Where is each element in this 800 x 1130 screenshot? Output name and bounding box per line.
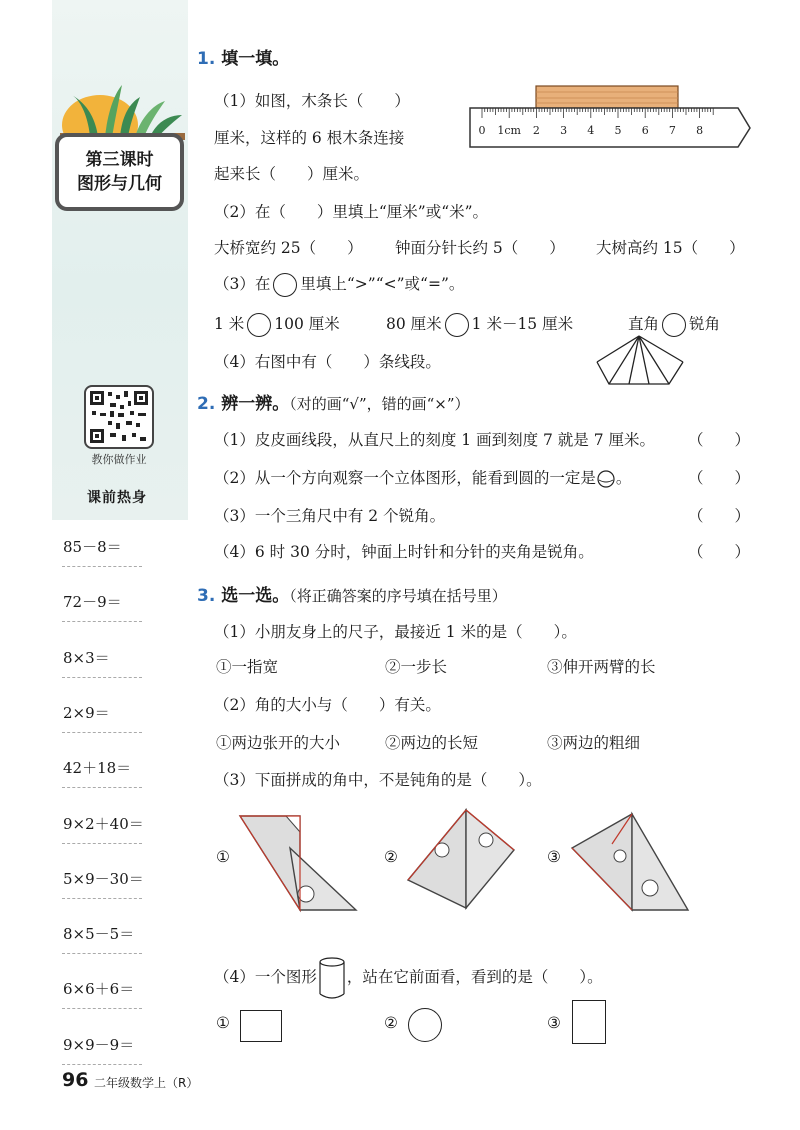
- s1-q3-a: [214, 312, 340, 337]
- answer-circle-b[interactable]: [445, 313, 469, 337]
- s1-q2-line1: （2）在（ ）里填上“厘米”或“米”。: [214, 203, 489, 221]
- ruler-figure: [468, 84, 752, 150]
- calc-answer-line[interactable]: [62, 787, 142, 788]
- s1-q3-c-left: 直角: [628, 315, 660, 333]
- warmup-calc-item: 72－9＝: [63, 593, 122, 612]
- s2-item-3: （3）一个三角尺中有 2 个锐角。: [214, 507, 446, 525]
- s3-q2: （2）角的大小与（ ）有关。: [214, 696, 441, 714]
- ruler-labels: [479, 124, 704, 137]
- s2-answer-4[interactable]: （ ）: [688, 543, 751, 561]
- book-title: 二年级数学上（R）: [94, 1076, 199, 1090]
- section-2-title: 辨一辨。: [221, 394, 290, 414]
- s2-answer-1[interactable]: （ ）: [688, 431, 751, 449]
- section-2-heading: [197, 389, 470, 414]
- topic-label: 图形与几何: [77, 174, 162, 194]
- s1-q2-a: 大桥宽约 25（ ）: [214, 239, 363, 257]
- calc-answer-line[interactable]: [62, 843, 142, 844]
- cylinder-icon: [317, 956, 347, 1000]
- calc-answer-line[interactable]: [62, 953, 142, 954]
- ruler-label: 7: [668, 124, 676, 137]
- calc-answer-line[interactable]: [62, 621, 142, 622]
- ruler-label: 5: [614, 124, 622, 137]
- ruler-label: 0: [478, 124, 486, 137]
- s3-q1-opt3[interactable]: ③伸开两臂的长: [547, 658, 656, 676]
- s3-q2-opt2[interactable]: ②两边的长短: [385, 734, 479, 752]
- warmup-title: 课前热身: [87, 490, 147, 506]
- warmup-calc-item: 42＋18＝: [63, 759, 132, 778]
- angle-figure-3: [568, 810, 693, 914]
- s2-item-2-text: （2）从一个方向观察一个立体图形，能看到圆的一定是: [214, 469, 596, 487]
- s3-q1-opt2[interactable]: ②一步长: [385, 658, 448, 676]
- calc-answer-line[interactable]: [62, 1064, 142, 1065]
- answer-circle-a[interactable]: [247, 313, 271, 337]
- s1-q3-a-left: 1 米: [214, 315, 245, 333]
- s1-q1-line3: 起来长（ ）厘米。: [214, 165, 370, 183]
- page-number: 96: [62, 1069, 89, 1091]
- angle-figure-1: [238, 812, 363, 914]
- qr-code[interactable]: [84, 385, 154, 449]
- warmup-calc-item: 8×3＝: [63, 648, 110, 667]
- s3-q4-left: （4）一个图形: [214, 968, 317, 986]
- s2-answer-2[interactable]: （ ）: [688, 469, 751, 487]
- calc-answer-line[interactable]: [62, 566, 142, 567]
- line-segments-figure: [595, 332, 685, 392]
- section-2-hint: （对的画“√”，错的画“×”）: [289, 395, 470, 413]
- s2-item-4: （4）6 时 30 分时，钟面上时针和分针的夹角是锐角。: [214, 543, 594, 561]
- s1-q4: （4）右图中有（ ）条线段。: [214, 353, 441, 371]
- lesson-title-card: [55, 133, 184, 211]
- ruler-label: 6: [641, 124, 649, 137]
- s3-q1: （1）小朋友身上的尺子，最接近 1 米的是（ ）。: [214, 623, 577, 641]
- section-3-hint: （将正确答案的序号填在括号里）: [289, 587, 507, 605]
- qr-caption: 教你做作业: [91, 453, 147, 466]
- lesson-label: 第三课时: [85, 150, 154, 170]
- calc-answer-line[interactable]: [62, 898, 142, 899]
- rectangle-option-icon[interactable]: [240, 1010, 282, 1042]
- section-1-number: 1.: [197, 49, 216, 69]
- s1-q3-b: [386, 312, 573, 337]
- calc-answer-line[interactable]: [62, 732, 142, 733]
- s2-item-1: （1）皮皮画线段，从直尺上的刻度 1 画到刻度 7 就是 7 厘米。: [214, 431, 656, 449]
- s1-q1-line1: （1）如图，木条长（ ）: [214, 92, 410, 110]
- plant-illustration: [60, 75, 185, 140]
- s3-q4-mark1[interactable]: ①: [216, 1014, 230, 1032]
- compare-circle-icon: [273, 273, 297, 297]
- s2-answer-3[interactable]: （ ）: [688, 507, 751, 525]
- tall-rectangle-option-icon[interactable]: [572, 1000, 606, 1044]
- s2-item-2: [214, 466, 631, 489]
- qr-pattern-icon: [86, 387, 152, 447]
- warmup-calc-item: 9×9－9＝: [63, 1035, 135, 1054]
- s3-q4-mark3[interactable]: ③: [547, 1014, 561, 1032]
- s1-q3-prefix: （3）在: [214, 275, 271, 293]
- ruler-label: 4: [587, 124, 595, 137]
- wood-strip: [536, 86, 678, 108]
- circle-option-icon[interactable]: [408, 1008, 442, 1042]
- warmup-calc-item: 8×5－5＝: [63, 925, 135, 944]
- s1-q2-c: 大树高约 15（ ）: [596, 239, 745, 257]
- s3-q1-opt1[interactable]: ①一指宽: [216, 658, 279, 676]
- angle-figure-2: [404, 806, 524, 912]
- s1-q3-suffix: 里填上“>”“<”或“=”。: [300, 275, 465, 293]
- s3-q4-right: ，站在它前面看，看到的是（ ）。: [346, 968, 603, 986]
- s3-q2-opt1[interactable]: ①两边张开的大小: [216, 734, 341, 752]
- section-3-number: 3.: [197, 586, 216, 606]
- section-2-number: 2.: [197, 394, 216, 414]
- s1-q3-a-right: 100 厘米: [274, 315, 340, 333]
- s3-q3-mark3[interactable]: ③: [547, 848, 561, 866]
- sphere-icon: [596, 469, 616, 489]
- section-1-title: 填一填。: [221, 49, 290, 69]
- s3-q4-mark2[interactable]: ②: [384, 1014, 398, 1032]
- calc-answer-line[interactable]: [62, 677, 142, 678]
- s1-q1-line2: 厘米，这样的 6 根木条连接: [214, 129, 405, 147]
- section-1-heading: [197, 44, 289, 69]
- s1-q3-b-left: 80 厘米: [386, 315, 442, 333]
- warmup-calc-item: 85－8＝: [63, 538, 122, 556]
- s3-q2-opt3[interactable]: ③两边的粗细: [547, 734, 641, 752]
- calc-answer-line[interactable]: [62, 1008, 142, 1009]
- s3-q3: （3）下面拼成的角中，不是钝角的是（ ）。: [214, 771, 542, 789]
- warmup-calc-item: 9×2＋40＝: [63, 814, 144, 833]
- s1-q2-b: 钟面分针长约 5（ ）: [395, 239, 565, 257]
- ruler-label: 3: [560, 124, 568, 137]
- s2-item-2-end: 。: [615, 469, 632, 487]
- s1-q3-line: [214, 272, 464, 297]
- section-3-heading: [197, 581, 507, 606]
- section-3-title: 选一选。: [221, 586, 290, 606]
- s3-q4: [214, 956, 603, 1000]
- ruler-label: 8: [696, 124, 704, 137]
- warmup-calc-item: 5×9－30＝: [63, 869, 144, 888]
- s1-q3-b-right: 1 米－15 厘米: [471, 315, 574, 333]
- s3-q3-mark1[interactable]: ①: [216, 848, 230, 866]
- ruler-label: 1cm: [497, 124, 521, 137]
- s1-q3-c-right: 锐角: [689, 315, 721, 333]
- warmup-calc-item: 6×6＋6＝: [63, 980, 135, 999]
- ruler-label: 2: [532, 124, 540, 137]
- warmup-calc-item: 2×9＝: [63, 703, 110, 722]
- s3-q3-mark2[interactable]: ②: [384, 848, 398, 866]
